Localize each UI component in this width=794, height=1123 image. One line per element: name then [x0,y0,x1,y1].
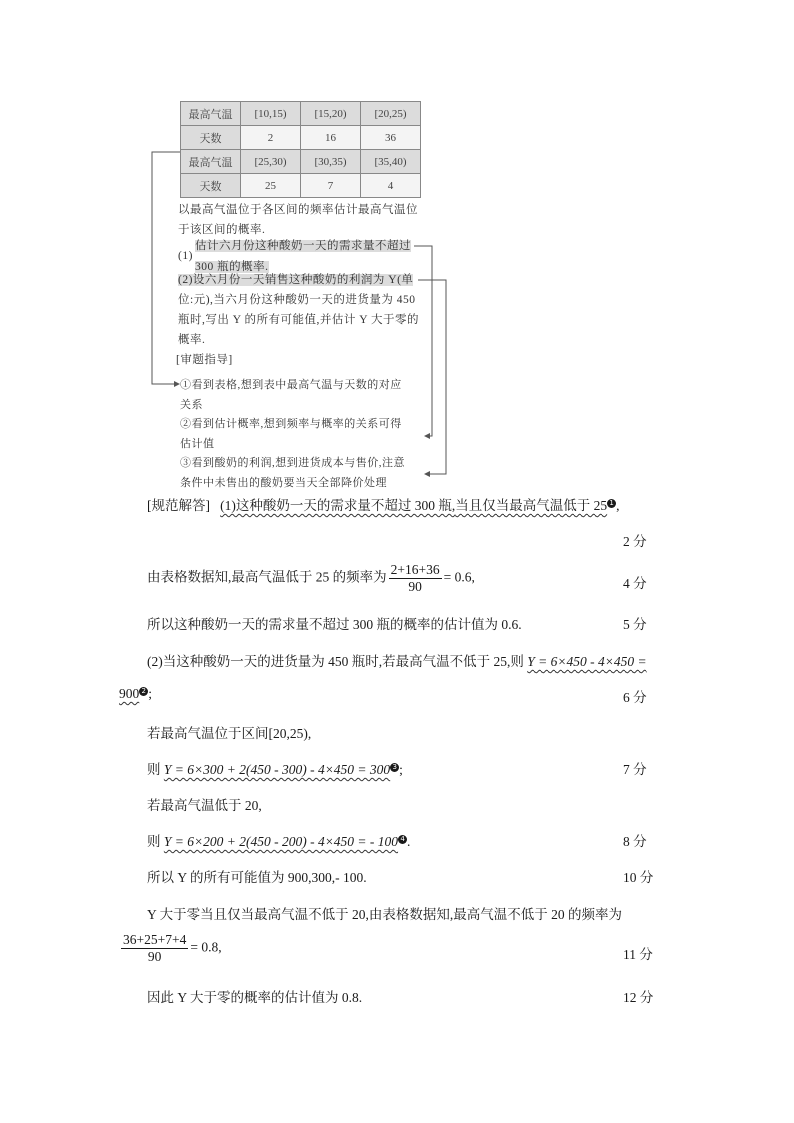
table-cell: 最高气温 [181,150,241,174]
solution-line-5: 若最高气温位于区间[20,25), [147,726,312,741]
question-2-line-3: 瓶时,写出 Y 的所有可能值,并估计 Y 大于零的 [178,314,420,326]
score-label: 4 分 [623,576,647,591]
arrowhead-3 [424,471,430,477]
footnote-mark: 1 [607,499,616,508]
connector-q1-to-guide-2 [414,246,432,436]
guide-item: ③看到酸奶的利润,想到进货成本与售价,注意 [180,457,405,469]
arrowhead-1 [174,381,180,387]
guide-item: 关系 [180,398,203,411]
table-cell: 天数 [181,174,241,198]
solution-line-6: 则 Y = 6×300 + 2(450 - 300) - 4×450 = 300 3 ; [147,762,403,777]
problem-intro-line-1: 以最高气温位于各区间的频率估计最高气温位 [178,204,418,216]
score-label: 8 分 [623,834,647,849]
solution-line-3: 所以这种酸奶一天的需求量不超过 300 瓶的概率的估计值为 0.6. [147,617,522,632]
table-cell: 25 [241,174,301,198]
table-cell: 2 [241,126,301,150]
table-cell: 最高气温 [181,102,241,126]
table-cell: [15,20) [301,102,361,126]
table-cell: [30,35) [301,150,361,174]
table-cell: [20,25) [361,102,421,126]
guide-item: ②看到估计概率,想到频率与概率的关系可得 [180,418,402,430]
table-cell: 16 [301,126,361,150]
solution-label: [规范解答] [147,498,210,513]
score-label: 11 分 [623,947,653,962]
score-label: 7 分 [623,762,647,777]
question-1-line-1: 估计六月份这种酸奶一天的需求量不超过 [195,240,411,252]
question-2-line-1: (2)设六月份一天销售这种酸奶的利润为 Y(单 [178,274,414,286]
question-2-line-2: 位:元),当六月份这种酸奶一天的进货量为 450 [178,294,416,306]
problem-intro-line-2: 于该区间的概率. [178,224,266,236]
table-cell: [35,40) [361,150,421,174]
table-cell: 36 [361,126,421,150]
footnote-mark: 3 [390,763,399,772]
footnote-mark: 4 [398,835,407,844]
footnote-mark: 2 [139,687,148,696]
solution-line-4: (2)当这种酸奶一天的进货量为 450 瓶时,若最高气温不低于 25,则 Y = 6×450 - 4×450 = [147,654,647,669]
score-label: 6 分 [623,690,647,705]
solution-line-11: $\frac{36+25+7+4}{90}$ = 0.8, [123,932,222,964]
guide-item: ①看到表格,想到表中最高气温与天数的对应 [180,379,402,391]
score-label: 5 分 [623,617,647,632]
solution-line-2: 由表格数据知,最高气温低于 25 的频率为 $\frac{2+16+36}{90}$ = 0.6, [147,562,475,594]
solution-line-7: 若最高气温低于 20, [147,798,262,813]
question-2-line-4: 概率. [178,334,206,346]
fraction: $\frac{36+25+7+4}{90}$ [123,932,187,964]
table-cell: 7 [301,174,361,198]
solution-line-10: Y 大于零当且仅当最高气温不低于 20,由表格数据知,最高气温不低于 20 的频率为 [147,907,622,922]
table-cell: 4 [361,174,421,198]
solution-line-12: 因此 Y 大于零的概率的估计值为 0.8. [147,990,363,1005]
fraction: $\frac{2+16+36}{90}$ [390,562,440,594]
guide-title: [审题指导] [176,354,233,366]
table-cell: 天数 [181,126,241,150]
guide-item: 条件中未售出的酸奶要当天全部降价处理 [180,476,387,489]
question-1-line-2: 300 瓶的概率. [195,261,269,273]
solution-line-4b: 900 2 ; [119,686,153,701]
solution-line-9: 所以 Y 的所有可能值为 900,300,- 100. [147,870,367,885]
question-1-label: (1) [178,250,193,262]
guide-item: 估计值 [180,437,215,450]
score-label: 2 分 [623,534,647,549]
score-label: 10 分 [623,870,654,885]
score-label: 12 分 [623,990,654,1005]
connector-table-to-guide-1 [152,152,180,384]
table-cell: [25,30) [241,150,301,174]
arrowhead-2 [424,433,430,439]
solution-line-1: [规范解答] (1)这种酸奶一天的需求量不超过 300 瓶,当且仅当最高气温低于 25 1 , [147,498,620,513]
table-cell: [10,15) [241,102,301,126]
solution-line-8: 则 Y = 6×200 + 2(450 - 200) - 4×450 = - 100 4 . [147,834,411,849]
